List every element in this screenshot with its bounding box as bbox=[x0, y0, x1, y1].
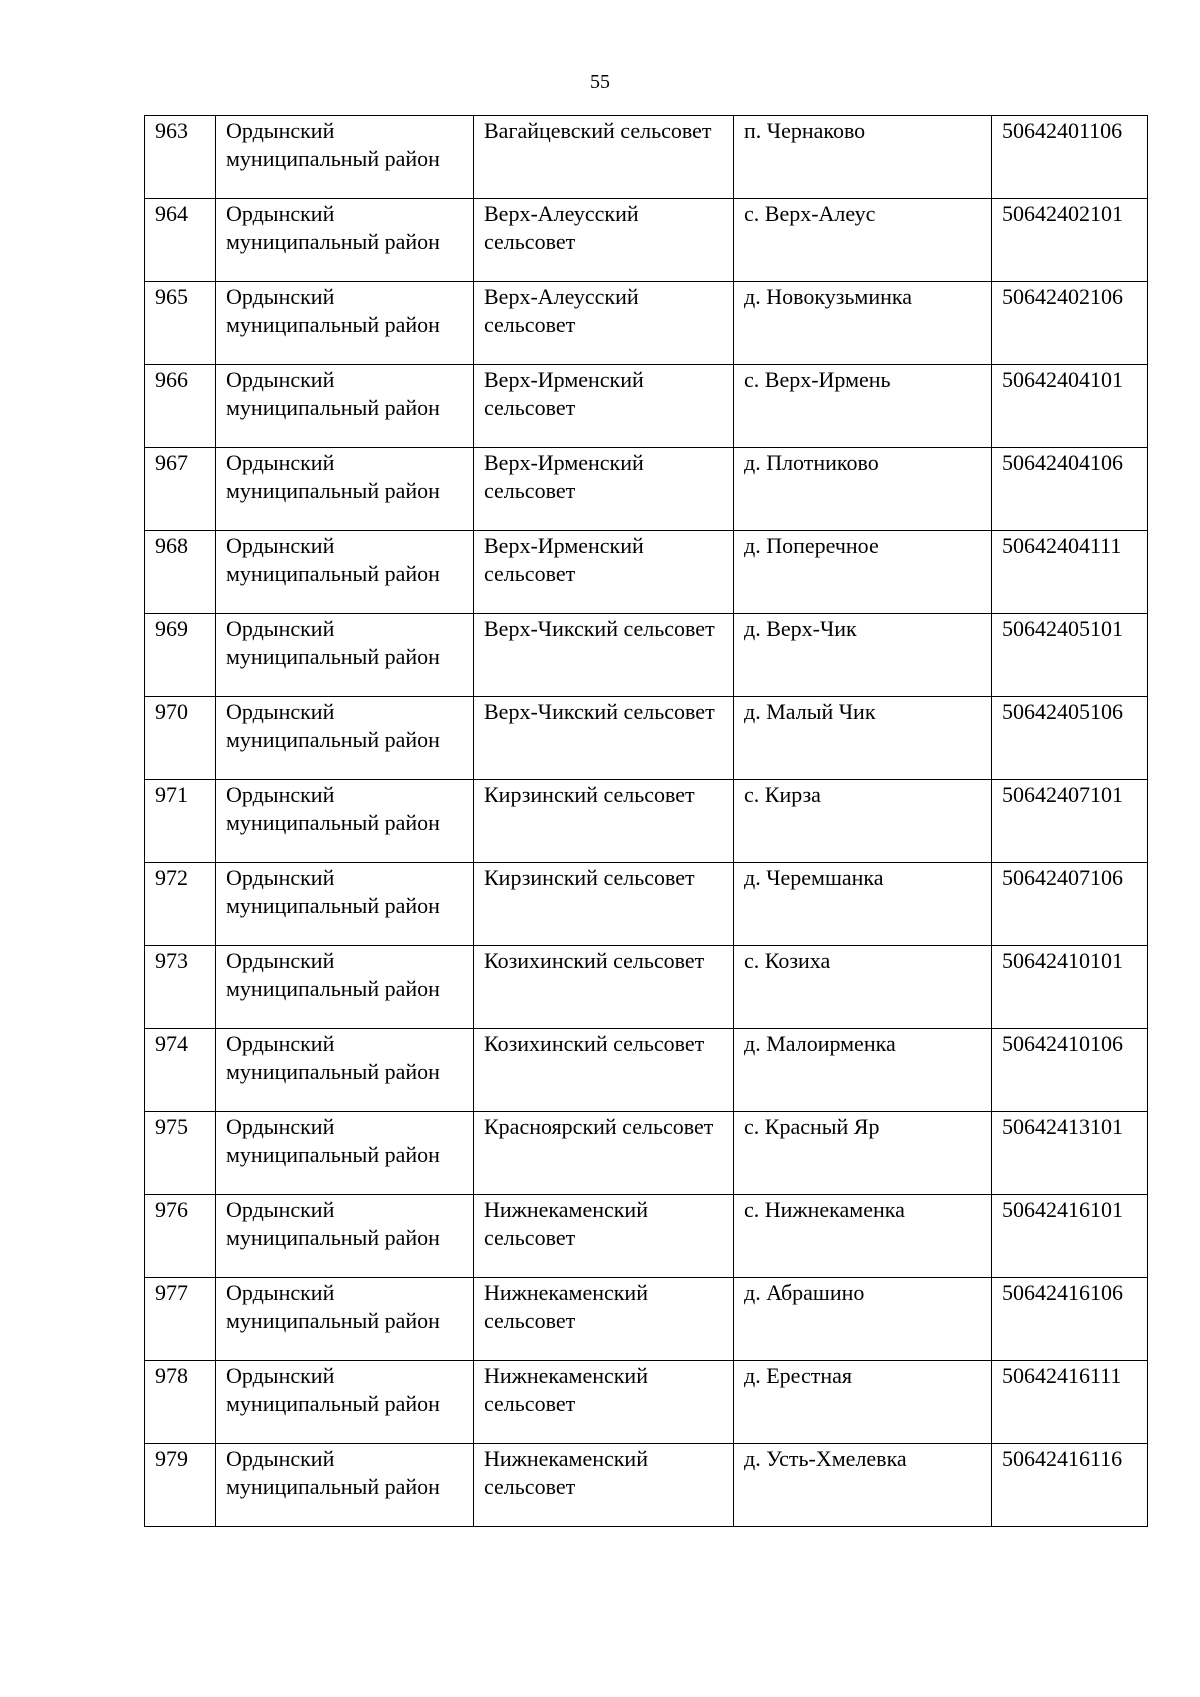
row-number: 968 bbox=[145, 531, 216, 614]
table-row bbox=[145, 1195, 1148, 1278]
district-cell: Ордынский муниципальный район bbox=[216, 863, 474, 946]
place-cell: п. Чернаково bbox=[734, 116, 992, 199]
place-cell: с. Нижнекаменка bbox=[734, 1195, 992, 1278]
district-cell: Ордынский муниципальный район bbox=[216, 1112, 474, 1195]
council-cell: Нижнекаменский сельсовет bbox=[474, 1444, 734, 1527]
place-cell: д. Черемшанка bbox=[734, 863, 992, 946]
district-cell: Ордынский муниципальный район bbox=[216, 199, 474, 282]
oktmo-code-cell: 50642404106 bbox=[992, 448, 1148, 531]
district-cell: Ордынский муниципальный район bbox=[216, 1444, 474, 1527]
council-cell: Верх-Алеусский сельсовет bbox=[474, 199, 734, 282]
district-cell: Ордынский муниципальный район bbox=[216, 282, 474, 365]
council-cell: Нижнекаменский сельсовет bbox=[474, 1195, 734, 1278]
oktmo-code-cell: 50642410101 bbox=[992, 946, 1148, 1029]
council-cell: Нижнекаменский сельсовет bbox=[474, 1278, 734, 1361]
place-cell: д. Малый Чик bbox=[734, 697, 992, 780]
row-number: 971 bbox=[145, 780, 216, 863]
place-cell: д. Усть-Хмелевка bbox=[734, 1444, 992, 1527]
council-cell: Нижнекаменский сельсовет bbox=[474, 1361, 734, 1444]
district-cell: Ордынский муниципальный район bbox=[216, 946, 474, 1029]
row-number: 967 bbox=[145, 448, 216, 531]
row-number: 965 bbox=[145, 282, 216, 365]
oktmo-code-cell: 50642404101 bbox=[992, 365, 1148, 448]
district-cell: Ордынский муниципальный район bbox=[216, 116, 474, 199]
oktmo-code-cell: 50642405106 bbox=[992, 697, 1148, 780]
row-number: 974 bbox=[145, 1029, 216, 1112]
oktmo-code-cell: 50642405101 bbox=[992, 614, 1148, 697]
district-cell: Ордынский муниципальный район bbox=[216, 1029, 474, 1112]
table-row bbox=[145, 1444, 1148, 1527]
district-cell: Ордынский муниципальный район bbox=[216, 1361, 474, 1444]
oktmo-code-cell: 50642401106 bbox=[992, 116, 1148, 199]
district-cell: Ордынский муниципальный район bbox=[216, 1195, 474, 1278]
place-cell: д. Новокузьминка bbox=[734, 282, 992, 365]
place-cell: д. Абрашино bbox=[734, 1278, 992, 1361]
table-row bbox=[145, 1112, 1148, 1195]
district-cell: Ордынский муниципальный район bbox=[216, 780, 474, 863]
council-cell: Козихинский сельсовет bbox=[474, 946, 734, 1029]
district-cell: Ордынский муниципальный район bbox=[216, 697, 474, 780]
oktmo-code-cell: 50642416111 bbox=[992, 1361, 1148, 1444]
oktmo-code-cell: 50642407101 bbox=[992, 780, 1148, 863]
district-cell: Ордынский муниципальный район bbox=[216, 1278, 474, 1361]
row-number: 977 bbox=[145, 1278, 216, 1361]
table-row bbox=[145, 1361, 1148, 1444]
oktmo-code-cell: 50642407106 bbox=[992, 863, 1148, 946]
place-cell: с. Кирза bbox=[734, 780, 992, 863]
table-row bbox=[145, 863, 1148, 946]
council-cell: Кирзинский сельсовет bbox=[474, 780, 734, 863]
table-row bbox=[145, 199, 1148, 282]
row-number: 966 bbox=[145, 365, 216, 448]
row-number: 972 bbox=[145, 863, 216, 946]
oktmo-code-cell: 50642410106 bbox=[992, 1029, 1148, 1112]
oktmo-code-cell: 50642416101 bbox=[992, 1195, 1148, 1278]
table-row bbox=[145, 780, 1148, 863]
oktmo-code-cell: 50642402106 bbox=[992, 282, 1148, 365]
district-cell: Ордынский муниципальный район bbox=[216, 531, 474, 614]
council-cell: Верх-Ирменский сельсовет bbox=[474, 448, 734, 531]
district-cell: Ордынский муниципальный район bbox=[216, 614, 474, 697]
page-number: 55 bbox=[590, 71, 610, 93]
place-cell: д. Малоирменка bbox=[734, 1029, 992, 1112]
place-cell: д. Ерестная bbox=[734, 1361, 992, 1444]
table-row bbox=[145, 614, 1148, 697]
council-cell: Верх-Ирменский сельсовет bbox=[474, 365, 734, 448]
table-row bbox=[145, 1029, 1148, 1112]
row-number: 964 bbox=[145, 199, 216, 282]
council-cell: Верх-Чикский сельсовет bbox=[474, 697, 734, 780]
place-cell: с. Козиха bbox=[734, 946, 992, 1029]
table-row bbox=[145, 448, 1148, 531]
place-cell: д. Верх-Чик bbox=[734, 614, 992, 697]
oktmo-code-cell: 50642413101 bbox=[992, 1112, 1148, 1195]
row-number: 973 bbox=[145, 946, 216, 1029]
council-cell: Красноярский сельсовет bbox=[474, 1112, 734, 1195]
council-cell: Козихинский сельсовет bbox=[474, 1029, 734, 1112]
place-cell: с. Верх-Ирмень bbox=[734, 365, 992, 448]
council-cell: Верх-Алеусский сельсовет bbox=[474, 282, 734, 365]
table-row bbox=[145, 365, 1148, 448]
table-row bbox=[145, 697, 1148, 780]
row-number: 963 bbox=[145, 116, 216, 199]
row-number: 970 bbox=[145, 697, 216, 780]
place-cell: с. Верх-Алеус bbox=[734, 199, 992, 282]
council-cell: Кирзинский сельсовет bbox=[474, 863, 734, 946]
settlements-table bbox=[144, 115, 1148, 1527]
district-cell: Ордынский муниципальный район bbox=[216, 365, 474, 448]
place-cell: д. Поперечное bbox=[734, 531, 992, 614]
table-body bbox=[145, 116, 1148, 1527]
table-row bbox=[145, 1278, 1148, 1361]
table-row bbox=[145, 116, 1148, 199]
council-cell: Верх-Чикский сельсовет bbox=[474, 614, 734, 697]
table-row bbox=[145, 531, 1148, 614]
oktmo-code-cell: 50642404111 bbox=[992, 531, 1148, 614]
oktmo-code-cell: 50642416116 bbox=[992, 1444, 1148, 1527]
oktmo-code-cell: 50642402101 bbox=[992, 199, 1148, 282]
table-row bbox=[145, 946, 1148, 1029]
row-number: 975 bbox=[145, 1112, 216, 1195]
council-cell: Вагайцевский сельсовет bbox=[474, 116, 734, 199]
row-number: 976 bbox=[145, 1195, 216, 1278]
council-cell: Верх-Ирменский сельсовет bbox=[474, 531, 734, 614]
place-cell: с. Красный Яр bbox=[734, 1112, 992, 1195]
table-row bbox=[145, 282, 1148, 365]
place-cell: д. Плотниково bbox=[734, 448, 992, 531]
row-number: 978 bbox=[145, 1361, 216, 1444]
oktmo-code-cell: 50642416106 bbox=[992, 1278, 1148, 1361]
row-number: 979 bbox=[145, 1444, 216, 1527]
row-number: 969 bbox=[145, 614, 216, 697]
district-cell: Ордынский муниципальный район bbox=[216, 448, 474, 531]
